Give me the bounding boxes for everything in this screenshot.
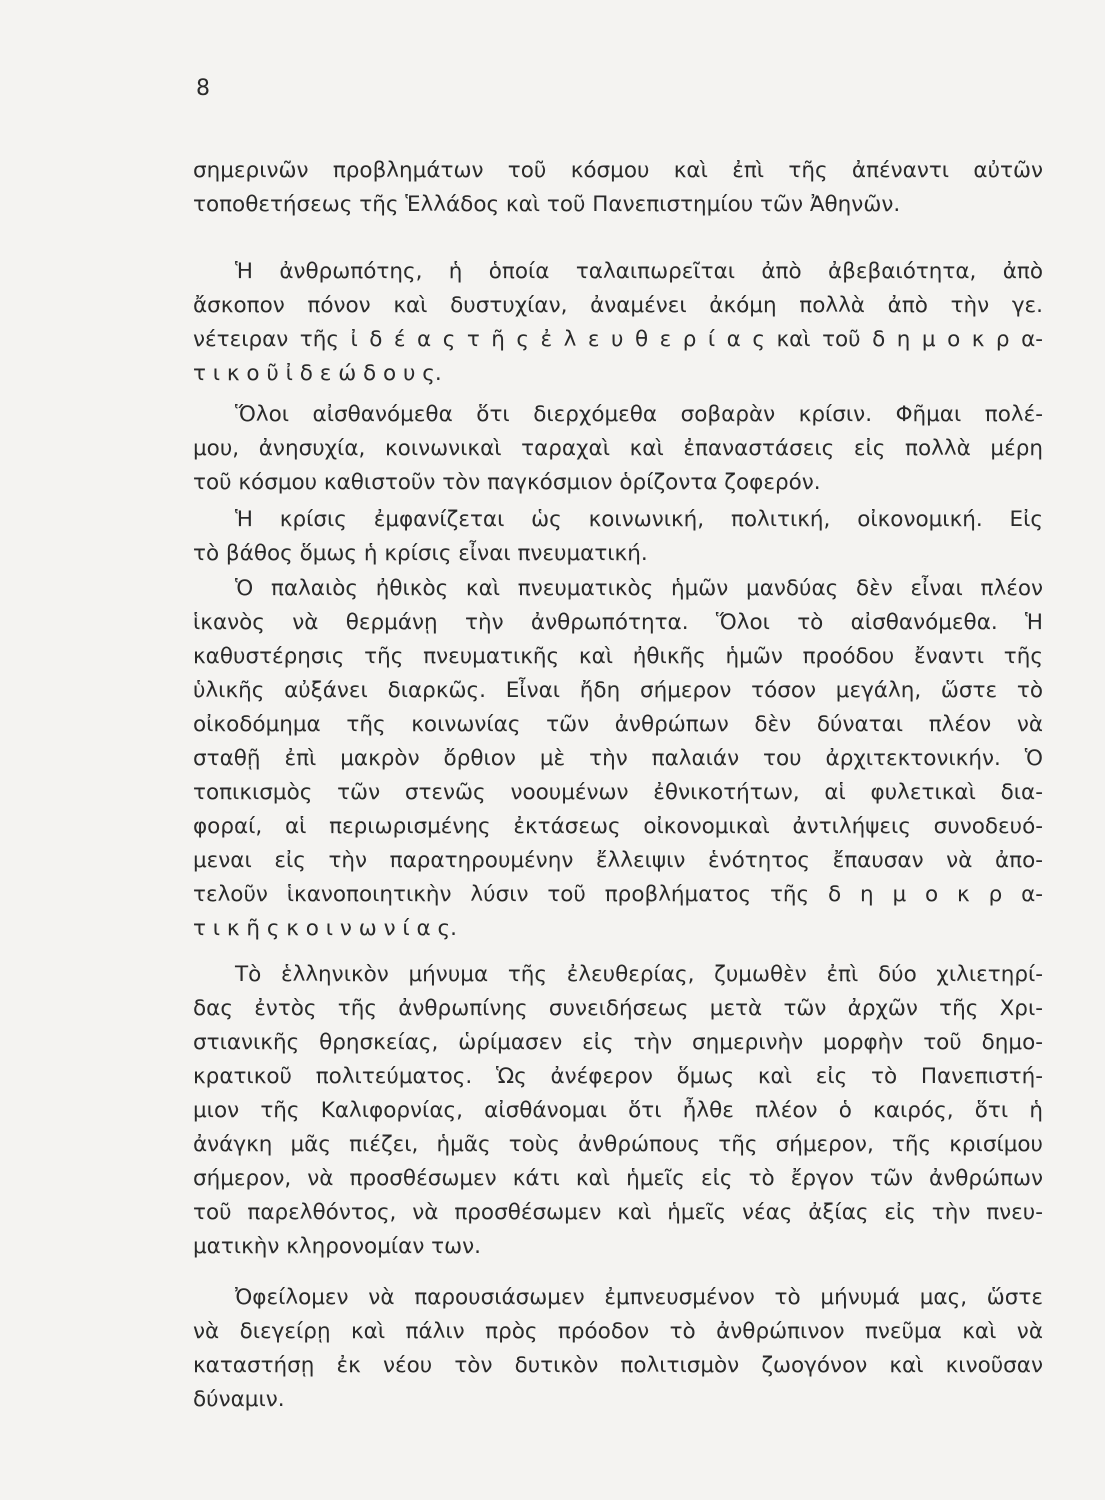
paragraph xyxy=(193,255,1043,391)
text-line: νέτειραν τῆς ἰ δ έ α ς τ ῆ ς ἐ λ ε υ θ ε ρ ί α ς καὶ τοῦ δ η μ ο κ ρ α- xyxy=(193,327,1043,352)
text-line: τὸ βάθος ὅμως ἡ κρίσις εἶναι πνευματική. xyxy=(193,541,648,566)
text-line: στιανικῆς θρησκείας, ὡρίμασεν εἰς τὴν σημερινὴν μορφὴν τοῦ δημο- xyxy=(193,1030,1043,1055)
text-line: Τὸ ἑλληνικὸν μήνυμα τῆς ἐλευθερίας, ζυμωθὲν ἐπὶ δύο χιλιετηρί- xyxy=(235,962,1043,987)
text-line: μεναι εἰς τὴν παρατηρουμένην ἔλλειψιν ἑνότητος ἔπαυσαν νὰ ἀπο- xyxy=(193,848,1043,873)
text-line: καταστήσῃ ἐκ νέου τὸν δυτικὸν πολιτισμὸν ζωογόνον καὶ κινοῦσαν xyxy=(193,1353,1043,1378)
text-line: τ ι κ ῆ ς κ ο ι ν ω ν ί α ς. xyxy=(193,916,458,941)
paragraph xyxy=(193,572,1043,946)
text-line: δύναμιν. xyxy=(193,1387,285,1412)
paragraph xyxy=(193,398,1043,500)
text-line: ἱκανὸς νὰ θερμάνῃ τὴν ἀνθρωπότητα. Ὅλοι τὸ αἰσθανόμεθα. Ἡ xyxy=(193,610,1043,635)
text-line: φοραί, αἱ περιωρισμένης ἐκτάσεως οἰκονομικαὶ ἀντιλήψεις συνοδευό- xyxy=(193,814,1043,839)
text-line: τ ι κ ο ῦ ἰ δ ε ώ δ ο υ ς. xyxy=(193,361,442,386)
paragraph xyxy=(193,503,1043,571)
text-line: μιον τῆς Καλιφορνίας, αἰσθάνομαι ὅτι ἦλθε πλέον ὁ καιρός, ὅτι ἡ xyxy=(193,1098,1043,1123)
text-line: Ἡ ἀνθρωπότης, ἡ ὁποία ταλαιπωρεῖται ἀπὸ ἀβεβαιότητα, ἀπὸ xyxy=(235,259,1043,284)
text-line: δας ἐντὸς τῆς ἀνθρωπίνης συνειδήσεως μετὰ τῶν ἀρχῶν τῆς Χρι- xyxy=(193,996,1043,1021)
page-number: 8 xyxy=(196,76,210,101)
text-line: τοπικισμὸς τῶν στενῶς νοουμένων ἐθνικοτήτων, αἱ φυλετικαὶ δια- xyxy=(193,780,1043,805)
text-line: οἰκοδόμημα τῆς κοινωνίας τῶν ἀνθρώπων δὲν δύναται πλέον νὰ xyxy=(193,712,1043,737)
text-line: τοποθετήσεως τῆς Ἑλλάδος καὶ τοῦ Πανεπιστημίου τῶν Ἀθηνῶν. xyxy=(193,192,901,217)
text-line: Ἡ κρίσις ἐμφανίζεται ὡς κοινωνική, πολιτική, οἰκονομική. Εἰς xyxy=(235,507,1043,532)
text-line: Ὅλοι αἰσθανόμεθα ὅτι διερχόμεθα σοβαρὰν κρίσιν. Φῆμαι πολέ- xyxy=(235,402,1043,427)
text-line: Ὁ παλαιὸς ἠθικὸς καὶ πνευματικὸς ἡμῶν μανδύας δὲν εἶναι πλέον xyxy=(235,576,1043,601)
paragraph xyxy=(193,1281,1043,1417)
text-line: ἄσκοπον πόνον καὶ δυστυχίαν, ἀναμένει ἀκόμη πολλὰ ἀπὸ τὴν γε. xyxy=(193,293,1043,318)
text-line: καθυστέρησις τῆς πνευματικῆς καὶ ἠθικῆς ἡμῶν προόδου ἔναντι τῆς xyxy=(193,644,1043,669)
text-line: σταθῇ ἐπὶ μακρὸν ὄρθιον μὲ τὴν παλαιάν του ἀρχιτεκτονικήν. Ὁ xyxy=(193,746,1043,771)
text-line: ματικὴν κληρονομίαν των. xyxy=(193,1234,481,1259)
text-line: ἀνάγκη μᾶς πιέζει, ἡμᾶς τοὺς ἀνθρώπους τῆς σήμερον, τῆς κρισίμου xyxy=(193,1132,1043,1157)
text-line: νὰ διεγείρῃ καὶ πάλιν πρὸς πρόοδον τὸ ἀνθρώπινον πνεῦμα καὶ νὰ xyxy=(193,1319,1043,1344)
text-line: σήμερον, νὰ προσθέσωμεν κάτι καὶ ἡμεῖς εἰς τὸ ἔργον τῶν ἀνθρώπων xyxy=(193,1166,1043,1191)
text-line: τελοῦν ἱκανοποιητικὴν λύσιν τοῦ προβλήματος τῆς δ η μ ο κ ρ α- xyxy=(193,882,1043,907)
text-line: κρατικοῦ πολιτεύματος. Ὡς ἀνέφερον ὅμως καὶ εἰς τὸ Πανεπιστή- xyxy=(193,1064,1043,1089)
text-line: σημερινῶν προβλημάτων τοῦ κόσμου καὶ ἐπὶ τῆς ἀπέναντι αὐτῶν xyxy=(193,158,1043,183)
text-line: τοῦ κόσμου καθιστοῦν τὸν παγκόσμιον ὁρίζοντα ζοφερόν. xyxy=(193,470,821,495)
paragraph xyxy=(193,958,1043,1264)
text-line: ὑλικῆς αὐξάνει διαρκῶς. Εἶναι ἤδη σήμερον τόσον μεγάλη, ὥστε τὸ xyxy=(193,678,1043,703)
text-line: μου, ἀνησυχία, κοινωνικαὶ ταραχαὶ καὶ ἐπαναστάσεις εἰς πολλὰ μέρη xyxy=(193,436,1043,461)
paragraph xyxy=(193,154,1043,222)
text-line: Ὀφείλομεν νὰ παρουσιάσωμεν ἐμπνευσμένον τὸ μήνυμά μας, ὥστε xyxy=(235,1285,1043,1310)
text-line: τοῦ παρελθόντος, νὰ προσθέσωμεν καὶ ἡμεῖς νέας ἀξίας εἰς τὴν πνευ- xyxy=(193,1200,1043,1225)
